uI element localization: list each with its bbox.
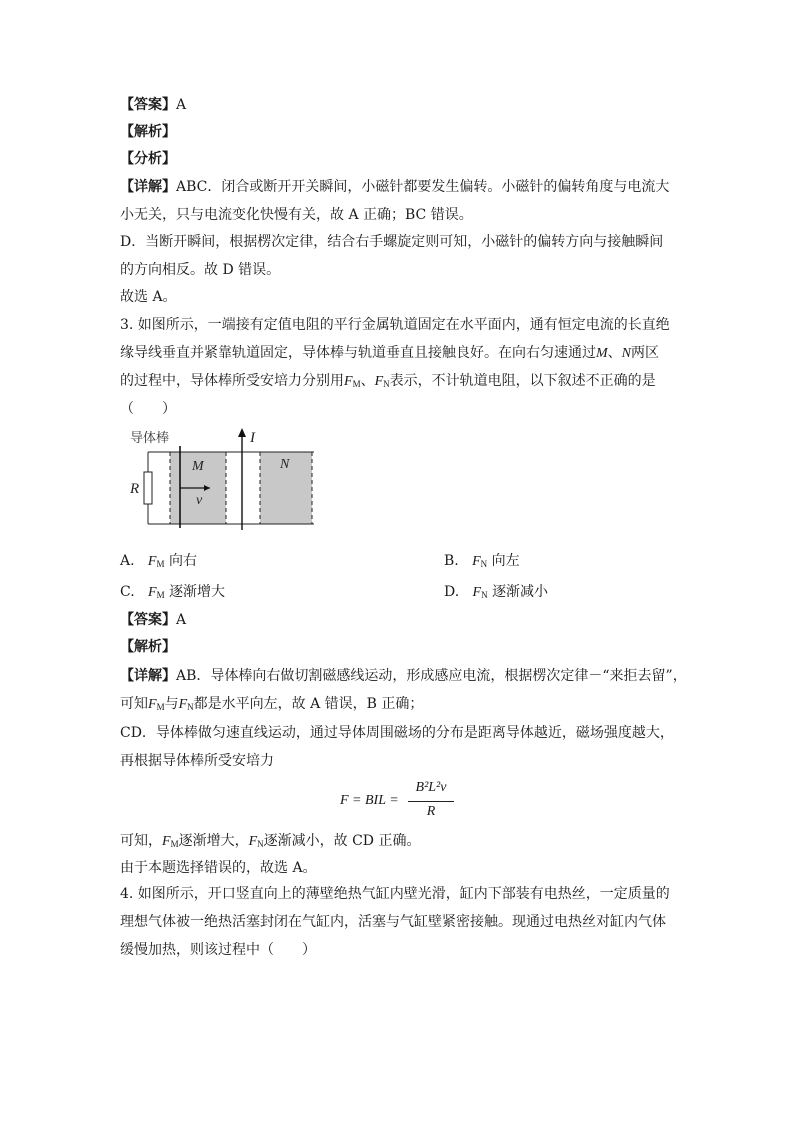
stem-sep: 、 [607, 345, 622, 361]
q2-detail-line4: 的方向相反。故 D 错误。 [120, 262, 281, 278]
q4-stem-line3: 缓慢加热，则该过程中（ ） [120, 942, 316, 958]
q3-analysis-tag: 【解析】 [120, 639, 176, 655]
region-m-ref: M [596, 346, 608, 361]
q3-stem-line3 [120, 371, 656, 394]
force-m-symbol: $F_M$ [344, 374, 361, 389]
formula-denominator: R [426, 804, 436, 819]
stem-sep: 、 [360, 373, 375, 389]
detail-text: ABC．闭合或断开开关瞬间，小磁针都要发生偏转。小磁针的偏转角度与电流大 [176, 179, 670, 195]
q3-detail-line4: 再根据导体棒所受安培力 [120, 753, 274, 769]
stem-tail: 表示，不计轨道电阻，以下叙述不正确的是 [389, 373, 656, 389]
q3-stem-line1: 3. 如图所示，一端接有定值电阻的平行金属轨道固定在水平面内，通有恒定电流的长直绝 [120, 317, 670, 333]
q2-detail-line3: D．当断开瞬间，根据楞次定律，结合右手螺旋定则可知，小磁针的偏转方向与接触瞬间 [120, 234, 664, 250]
velocity-label: v [196, 493, 203, 508]
q3-detail-line5: 可知，$F_M$逐渐增大，$F_N$逐渐减小，故 CD 正确。 [120, 833, 421, 849]
q3-answer-line: 【答案】A [120, 612, 187, 628]
q3-answer-paren: （ ） [120, 401, 176, 417]
rod-label: 导体棒 [130, 431, 170, 446]
q4-stem-line2: 理想气体被一绝热活塞封闭在气缸内，活塞与气缸壁紧密接触。现通过电热丝对缸内气体 [120, 914, 666, 930]
q3-detail-line1: 【详解】AB．导体棒向右做切割磁感线运动，形成感应电流，根据楞次定律－“来拒去留”， [120, 668, 687, 684]
answer-value: A [176, 97, 187, 113]
q4-stem-line1: 4. 如图所示，开口竖直向上的薄壁绝热气缸内壁光滑，缸内下部装有电热丝，一定质量的 [120, 886, 670, 902]
stem-text: 的过程中，导体棒所受安培力分别用 [120, 373, 344, 389]
option-c[interactable]: C. $F_M$ 逐渐增大 [120, 584, 226, 600]
option-a[interactable]: A. $F_M$ 向右 [120, 553, 197, 569]
answer-tag: 【答案】 [120, 97, 176, 113]
region-n-ref: N [621, 346, 632, 361]
region-n-label: N [280, 457, 290, 472]
q3-conclusion: 由于本题选择错误的，故选 A。 [120, 860, 317, 876]
ampere-force-formula [340, 780, 460, 824]
q2-conclusion: 故选 A。 [120, 289, 177, 305]
option-b[interactable]: B. $F_N$ 向左 [444, 553, 520, 569]
formula-lhs: F = BIL = [340, 793, 399, 808]
resistor [144, 472, 152, 504]
rail-circuit-figure [124, 426, 324, 530]
region-m-label: M [192, 459, 204, 474]
formula-numerator: B²L²v [415, 780, 447, 795]
detail-tag: 【详解】 [120, 179, 176, 195]
q3-detail-line3: CD．导体棒做匀速直线运动，通过导体周围磁场的分布是距离导体越近，磁场强度越大， [120, 725, 674, 741]
q2-detail-line2: 小无关，只与电流变化快慢有关，故 A 正确；BC 错误。 [120, 207, 473, 223]
q2-fenxi-tag: 【分析】 [120, 151, 176, 167]
q2-analysis-tag: 【解析】 [120, 124, 176, 140]
q2-detail-line1 [120, 177, 669, 197]
stem-tail: 两区 [631, 345, 660, 361]
option-d[interactable]: D. $F_N$ 逐渐减小 [444, 584, 549, 600]
stem-text: 缘导线垂直并紧靠轨道固定，导体棒与轨道垂直且接触良好。在向右匀速通过 [120, 345, 596, 361]
resistor-label: R [130, 481, 140, 497]
q2-answer-line [120, 95, 186, 115]
q3-stem-line2 [120, 343, 659, 364]
current-label: I [250, 430, 255, 446]
force-n-symbol: $F_N$ [374, 374, 390, 389]
q3-detail-line2: 可知$F_M$与$F_N$都是水平向左，故 A 错误，B 正确； [120, 696, 424, 712]
